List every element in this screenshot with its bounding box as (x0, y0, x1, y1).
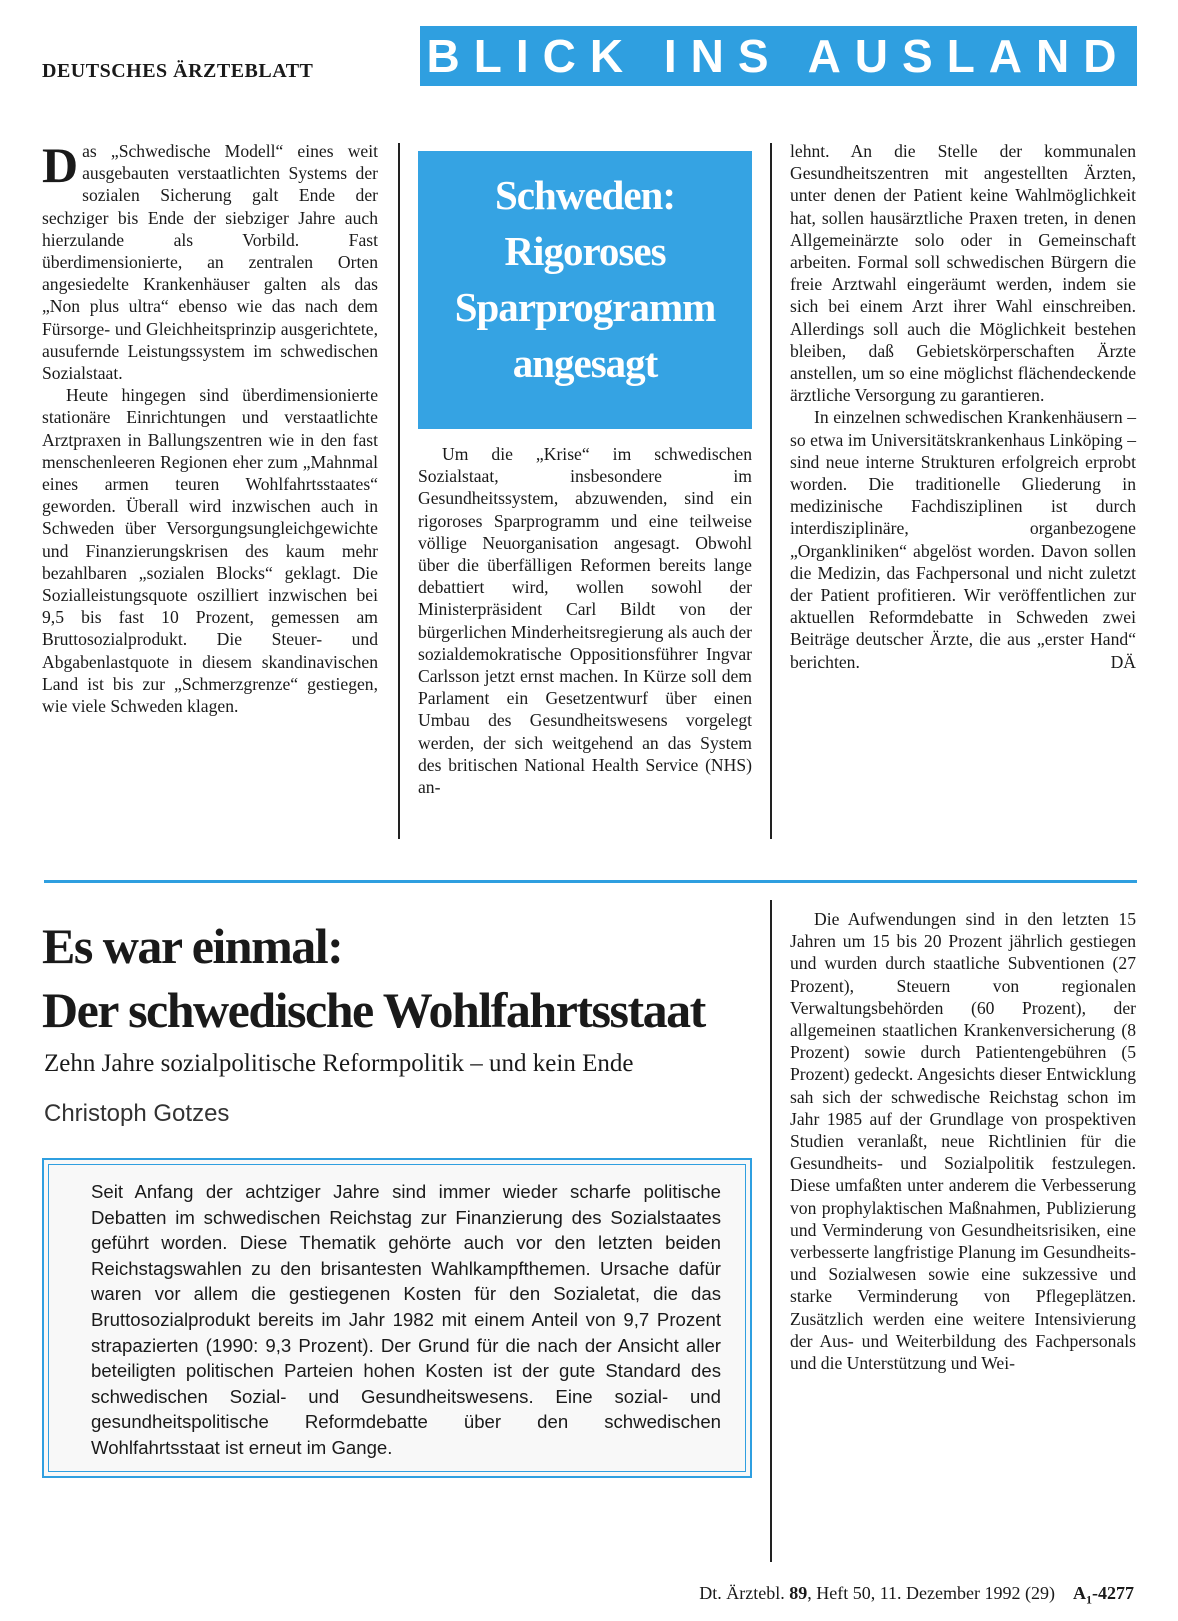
intro-column-1 (42, 137, 378, 717)
intro-paragraph: Um die „Krise“ im schwedischen Sozialstaat, insbesondere im Gesundheitssystem, abzuwenden, sind ein rigoroses Sparprogramm und eine teilweise völlige Neuorganisation angesagt. Obwohl über die überfälligen Reformen bereits lange debattiert wird, wollen sowohl der Ministerpräsident Carl Bildt von der bürgerlichen Minderheitsregierung als auch der sozialdemokratische Oppositionsführer Ingvar Carlsson jetzt ernst machen. In Kürze soll dem Parlament ein Gesetzentwurf über einen Umbau des Gesundheitswesens vorgelegt werden, der sich weitgehend an das System des britischen National Health Service (NHS) an- (418, 444, 752, 798)
article-title-line: Der schwedische Wohlfahrtsstaat (42, 982, 705, 1038)
article-title (42, 914, 705, 1042)
intro-column-2 (418, 443, 752, 798)
column-rule (398, 143, 400, 839)
headline-line: Sparprogramm (454, 284, 716, 330)
article-paragraph: Die Aufwendungen sind in den letzten 15 Jahren um 15 bis 20 Prozent jährlich gestiegen und wurden durch staatliche Subventionen (27 Prozent), Steuern von regionalen Verwaltungsbehörden (60 Prozent), der allgemeinen staatlichen Krankenversicherung (8 Prozent) sowie durch Patientengebühren (5 Prozent) gedeckt. Angesichts dieser Entwicklung sah sich der schwedische Reichstag schon im Jahr 1985 auf der Grundlage von prospektiven Studien veranlaßt, neue Richtlinien für die Gesundheits- und Sozialpolitik festzulegen. Diese umfaßten unter anderem die Verbesserung von prophylaktischen Maßnahmen, Publizierung und Verminderung von Gesundheitsrisiken, eine verbesserte langfristige Planung im Gesundheits- und Sozialwesen sowie eine sukzessive und starke Verminderung von Pflegeplätzen. Zusätzlich werden eine weitere Intensivierung der Aus- und Weiterbildung des Fachpersonals und die Unterstützung und Wei- (790, 909, 1136, 1374)
page-footer (699, 1583, 1134, 1608)
masthead: DEUTSCHES ÄRZTEBLATT (42, 60, 314, 82)
column-rule (770, 143, 772, 839)
intro-paragraph: Heute hingegen sind überdimensionierte stationäre Einrichtungen und verstaatlichte Arztpraxen in Ballungszentren wie in den fast menschenleeren Regionen eher zum „Mahnmal eines armen teuren Wohlfahrtsstaates“ geworden. Überall wird inzwischen auch in Schweden über Versorgungsungleichgewichte und Finanzierungskrisen des kaum mehr bezahlbaren „sozialen Blocks“ geklagt. Die Sozialleistungsquote oszilliert inzwischen bei 9,5 bis fast 10 Prozent, gemessen am Bruttosozialprodukt. Die Steuer- und Abgabenlastquote in diesem skandinavischen Land ist bis zur „Schmerzgrenze“ gestiegen, wie viele Schweden klagen. (42, 385, 378, 717)
article-column (790, 908, 1136, 1374)
page-number: $A_1-4277$ (1073, 1583, 1134, 1607)
intro-paragraph (790, 406, 1136, 672)
article-title-line: Es war einmal: (42, 918, 343, 974)
headline-line: Schweden: (494, 172, 676, 218)
intro-paragraph-text: In einzelnen schwedischen Krankenhäusern – so etwa im Universitätskrankenhaus Linköping – sind neue interne Strukturen erfolgreich erprobt worden. Die traditionelle Gliederung in medizinische Fachdisziplinen ist durch interdisziplinäre, organbezogene „Organkliniken“ abgelöst worden. Davon sollen die Medizin, das Fachpersonal und nicht zuletzt der Patient profitieren. Wir veröffentlichen zur aktuellen Reformdebatte in Schweden zwei Beiträge deutscher Ärzte, die aus „erster Hand“ berichten. (790, 407, 1136, 672)
intro-paragraph (42, 137, 378, 384)
headline-line: angesagt (512, 340, 658, 386)
intro-paragraph-text: as „Schwedische Modell“ eines weit ausgebauten verstaatlichten Systems der sozialen Sicherung galt Ende der sechziger bis Ende der siebziger Jahre auch hierzulande als Vorbild. Fast überdimensionierte, an zentralen Orten angesiedelte Krankenhäuser galten als das „Non plus ultra“ ebenso wie das nach dem Fürsorge- und Gleichheitsprinzip ausgerichtete, ausufernde Leistungssystem im schwedischen Sozialstaat. (42, 141, 378, 384)
article-author: Christoph Gotzes (44, 1100, 230, 1127)
headline-box (418, 151, 752, 429)
drop-cap: D (42, 137, 79, 193)
intro-paragraph: lehnt. An die Stelle der kommunalen Gesundheitszentren mit angestellten Ärzten, unter denen der Patient keine Wahlmöglichkeit hat, sollen hausärztliche Praxen treten, in denen Allgemeinärzte solo oder in Gemeinschaft arbeiten. Formal soll schwedischen Bürgern die freie Arztwahl eingeräumt werden, indem sie sich bei einem Arzt ihrer Wahl einschreiben. Allerdings soll auch die Möglichkeit bestehen bleiben, daß Gebietskörperschaften Ärzte anstellen, um so eine möglichst flächendeckende ärztliche Versorgung zu garantieren. (790, 141, 1136, 406)
abstract-box (42, 1158, 752, 1478)
section-divider (44, 880, 1137, 883)
abstract-text: Seit Anfang der achtziger Jahre sind immer wieder scharfe politische Debatten im schwedischen Reichstag zur Finanzierung des Sozialstaates geführt worden. Diese Thematik gehörte auch vor den letzten beiden Reichstagswahlen zu den brisantesten Wahlkampfthemen. Ursache dafür waren vor allem die gestiegenen Kosten für den Sozialetat, die das Bruttosozialprodukt bereits im Jahr 1982 mit einem Anteil von 9,7 Prozent strapazierten (1990: 9,3 Prozent). Der Grund für die nach der Ansicht aller beteiligten politischen Parteien hohen Kosten ist der gute Standard des schwedischen Sozial- und Gesundheitswesens. Eine sozial- und gesundheitspolitische Reformdebatte über den schwedischen Wohlfahrtsstaat ist erneut im Gange. (48, 1164, 746, 1472)
journal-volume: 89 (789, 1583, 808, 1603)
article-subtitle: Zehn Jahre sozialpolitische Reformpolitik – und kein Ende (44, 1050, 634, 1077)
journal-issue: , Heft 50, 11. Dezember 1992 (29) (807, 1583, 1055, 1603)
column-rule (770, 900, 772, 1562)
journal-name: Dt. Ärztebl. (699, 1583, 785, 1603)
signature: DÄ (1110, 651, 1136, 672)
headline-line: Rigoroses (504, 228, 666, 274)
section-banner: BLICK INS AUSLAND (420, 26, 1137, 86)
intro-column-3 (790, 140, 1136, 673)
